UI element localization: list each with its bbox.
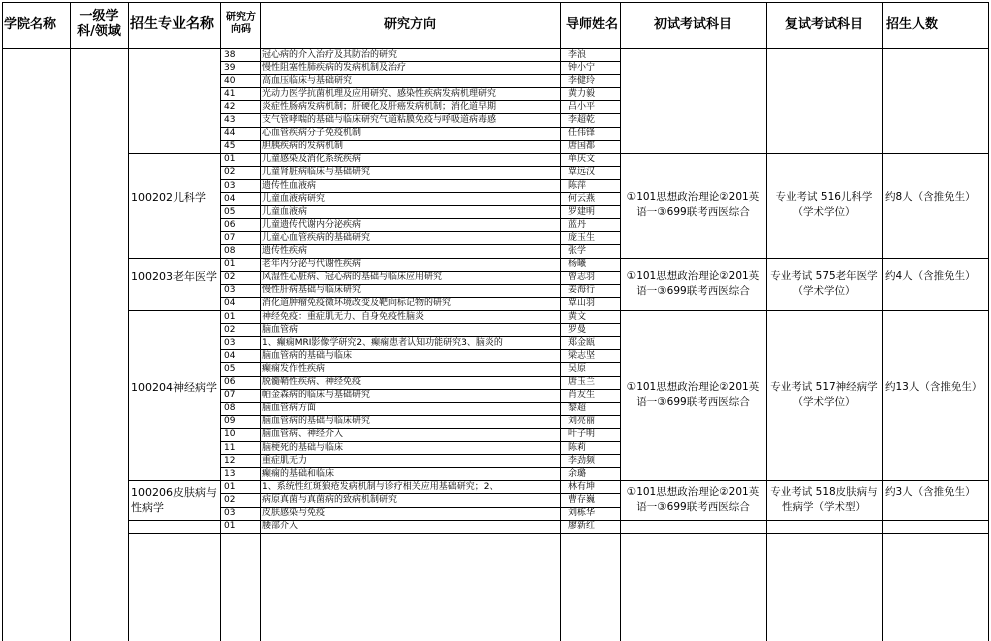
row-divider [128,520,220,521]
research-direction: 高血压临床与基础研究 [262,75,353,86]
tutor-name: 陈萍 [568,180,587,191]
direction-code: 04 [224,298,236,309]
table-header [0,0,991,48]
direction-code: 03 [224,337,236,348]
row-divider [620,480,988,481]
research-direction: 儿童心血管疾病的基础研究 [262,232,371,243]
direction-code: 02 [224,324,236,335]
row-divider [128,310,220,311]
enrollment-quota: 约13人（含推免生） [885,381,983,394]
direction-code: 01 [224,311,236,322]
tutor-name: 蓝丹 [568,219,587,230]
direction-code: 44 [224,128,236,139]
research-direction: 冠心病的介入治疗及其防治的研究 [262,49,398,60]
research-direction: 1、系统性红斑狼疮发病机制与诊疗相关应用基础研究；2、 [262,481,499,492]
tutor-name: 单庆文 [568,154,596,165]
first-exam-subjects: ①101思想政治理论②201英语一③699联考西医综合 [626,191,760,219]
tutor-name: 叶子明 [568,429,596,440]
header-college: 学院名称 [4,16,57,32]
tutor-name: 吴原 [568,363,587,374]
tutor-name: 李浪 [568,49,587,60]
research-direction: 炎症性肠病发病机制；肝硬化及肝癌发病机制；消化道早期 [262,101,497,112]
research-direction: 光动力医学抗菌机理及应用研究、感染性疾病发病机理研究 [262,88,497,99]
direction-code: 03 [224,180,236,191]
row-divider [128,258,220,259]
column-divider [620,2,621,641]
row-divider [2,2,988,3]
column-divider [2,2,3,641]
tutor-name: 覃山羽 [568,298,596,309]
tutor-name: 肖友生 [568,390,596,401]
row-divider [128,153,220,154]
second-exam-subjects: 专业考试 516儿科学（学术学位） [775,191,873,219]
research-direction: 儿童遗传代谢内分泌疾病 [262,219,362,230]
header-tutor: 导师姓名 [566,16,619,32]
direction-code: 05 [224,363,236,374]
tutor-name: 郑金瓯 [568,337,596,348]
research-direction: 儿童血液病 [262,206,308,217]
header-second-exam: 复试考试科目 [784,16,863,32]
major-name: 100206皮肤病与性病学 [131,485,217,514]
row-divider [620,520,988,521]
header-major: 招生专业名称 [130,15,214,32]
row-divider [128,480,220,481]
direction-code: 45 [224,141,236,152]
row-divider [220,533,620,534]
tutor-name: 覃远汉 [568,167,596,178]
column-divider [220,2,221,641]
tutor-name: 何云燕 [568,193,596,204]
second-exam-subjects: 专业考试 575老年医学（学术学位） [770,269,878,297]
tutor-name: 李健玲 [568,75,596,86]
header-discipline: 一级学科/领域 [77,9,121,39]
first-exam-subjects: ①101思想政治理论②201英语一③699联考西医综合 [626,485,760,513]
tutor-name: 钟小宁 [568,62,596,73]
direction-code: 40 [224,75,236,86]
direction-code: 41 [224,88,236,99]
direction-code: 01 [224,521,236,532]
row-divider [620,258,988,259]
header-first-exam: 初试考试科目 [653,16,732,32]
research-direction: 慢性肝病基础与临床研究 [262,285,362,296]
tutor-name: 廖新红 [568,521,596,532]
tutor-name: 杨曦 [568,259,587,270]
research-direction: 癫痫发作性疾病 [262,363,326,374]
research-direction: 重症肌无力 [262,455,308,466]
direction-code: 05 [224,206,236,217]
major-name: 100204神经病学 [131,381,217,395]
research-direction: 脑梗死的基础与临床 [262,442,344,453]
research-direction: 帕金森病的临床与基础研究 [262,390,371,401]
direction-code: 02 [224,167,236,178]
direction-code: 42 [224,101,236,112]
tutor-name: 李超乾 [568,115,596,125]
direction-code: 03 [224,508,236,518]
column-divider [560,2,561,641]
enrollment-quota: 约3人（含推免生） [885,485,976,498]
direction-code: 11 [224,442,236,453]
tutor-name: 梁志坚 [568,350,596,361]
research-direction: 脑血管病的基础与临床研究 [262,416,371,427]
research-direction: 神经免疫：重症肌无力、自身免疫性脑炎 [262,311,425,322]
direction-code: 43 [224,115,236,125]
direction-code: 01 [224,154,236,165]
research-direction: 遗传性血液病 [262,180,317,191]
direction-code: 08 [224,403,236,414]
direction-code: 06 [224,377,236,387]
research-direction: 老年内分泌与代谢性疾病 [262,259,362,270]
tutor-name: 曾志羽 [568,272,596,283]
column-divider [882,2,883,641]
direction-code: 06 [224,219,236,230]
tutor-name: 吕小平 [568,101,596,112]
research-direction: 儿童血液病研究 [262,193,326,204]
research-direction: 消化道肿瘤免疫微环境改变及靶向标记物的研究 [262,298,452,309]
row-divider [620,533,988,534]
tutor-name: 陈莉 [568,442,587,453]
research-direction: 胆胰疾病的发病机制 [262,141,344,152]
header-quota: 招生人数 [886,16,939,32]
direction-code: 39 [224,62,236,73]
row-divider [128,533,220,534]
column-divider [70,2,71,641]
direction-code: 03 [224,285,236,296]
tutor-name: 黎超 [568,403,587,414]
header-code: 研究方向码 [226,12,256,35]
second-exam-subjects: 专业考试 518皮肤病与性病学（学术型） [770,485,878,513]
direction-code: 02 [224,272,236,283]
tutor-name: 林有坤 [568,481,596,492]
enrollment-quota: 约4人（含推免生） [885,269,976,282]
tutor-name: 曹存巍 [568,494,596,505]
row-divider [620,153,988,154]
tutor-name: 唐国都 [568,141,596,152]
direction-code: 09 [224,416,236,427]
major-name: 100203老年医学 [131,269,217,283]
direction-code: 04 [224,350,236,361]
direction-code: 13 [224,468,236,479]
research-direction: 1、癫痫MRI影像学研究2、癫痫患者认知功能研究3、脑炎的 [262,337,503,348]
research-direction: 脑血管病的基础与临床 [262,350,353,361]
column-divider [766,2,767,641]
column-divider [260,2,261,641]
direction-code: 38 [224,49,236,60]
enrollment-quota: 约8人（含推免生） [885,191,976,204]
direction-code: 07 [224,390,236,401]
first-exam-subjects: ①101思想政治理论②201英语一③699联考西医综合 [626,269,760,297]
direction-code: 01 [224,259,236,270]
research-direction: 儿童感染及消化系统疾病 [262,154,362,165]
research-direction: 风湿性心脏病、冠心病的基础与临床应用研究 [262,272,443,283]
tutor-name: 余璐 [568,468,587,479]
tutor-name: 罗曼 [568,324,587,335]
header-direction: 研究方向 [383,16,436,32]
research-direction: 脑血管病、神经介入 [262,429,344,440]
tutor-name: 刘栋华 [568,508,596,518]
tutor-name: 任伟锋 [568,128,596,139]
tutor-name: 罗建明 [568,206,596,217]
research-direction: 脑血管病方面 [262,403,317,414]
tutor-name: 李劲频 [568,455,596,466]
research-direction: 脑血管病 [262,324,299,335]
tutor-name: 黄文 [568,311,587,322]
research-direction: 腰部介入 [262,521,299,532]
research-direction: 儿童肾脏病临床与基础研究 [262,167,371,178]
direction-code: 10 [224,429,236,440]
tutor-name: 张学 [568,246,587,256]
row-divider [620,310,988,311]
direction-code: 07 [224,232,236,243]
research-direction: 癫痫的基础和临床 [262,468,335,479]
first-exam-subjects: ①101思想政治理论②201英语一③699联考西医综合 [626,381,760,409]
direction-code: 12 [224,455,236,466]
direction-code: 02 [224,494,236,505]
research-direction: 病原真菌与真菌病的致病机制研究 [262,494,398,505]
tutor-name: 刘亮丽 [568,416,596,427]
research-direction: 遗传性疾病 [262,246,308,256]
research-direction: 慢性阻塞性肺疾病的发病机制及治疗 [262,62,407,73]
tutor-name: 黄力毅 [568,88,596,99]
tutor-name: 唐玉兰 [568,377,596,387]
direction-code: 01 [224,481,236,492]
research-direction: 脱髓鞘性疾病、神经免疫 [262,377,362,387]
tutor-name: 庞玉生 [568,232,596,243]
research-direction: 心血管疾病分子免疫机制 [262,128,362,139]
tutor-name: 姜海行 [568,285,596,296]
second-exam-subjects: 专业考试 517神经病学（学术学位） [770,381,878,409]
column-divider [988,2,989,641]
direction-code: 08 [224,246,236,256]
column-divider [128,2,129,641]
major-name: 100202儿科学 [131,191,206,205]
direction-code: 04 [224,193,236,204]
research-direction: 皮肤感染与免疫 [262,508,326,518]
research-direction: 支气管哮喘的基础与临床研究气道粘膜免疫与呼吸道病毒感 [262,115,497,125]
